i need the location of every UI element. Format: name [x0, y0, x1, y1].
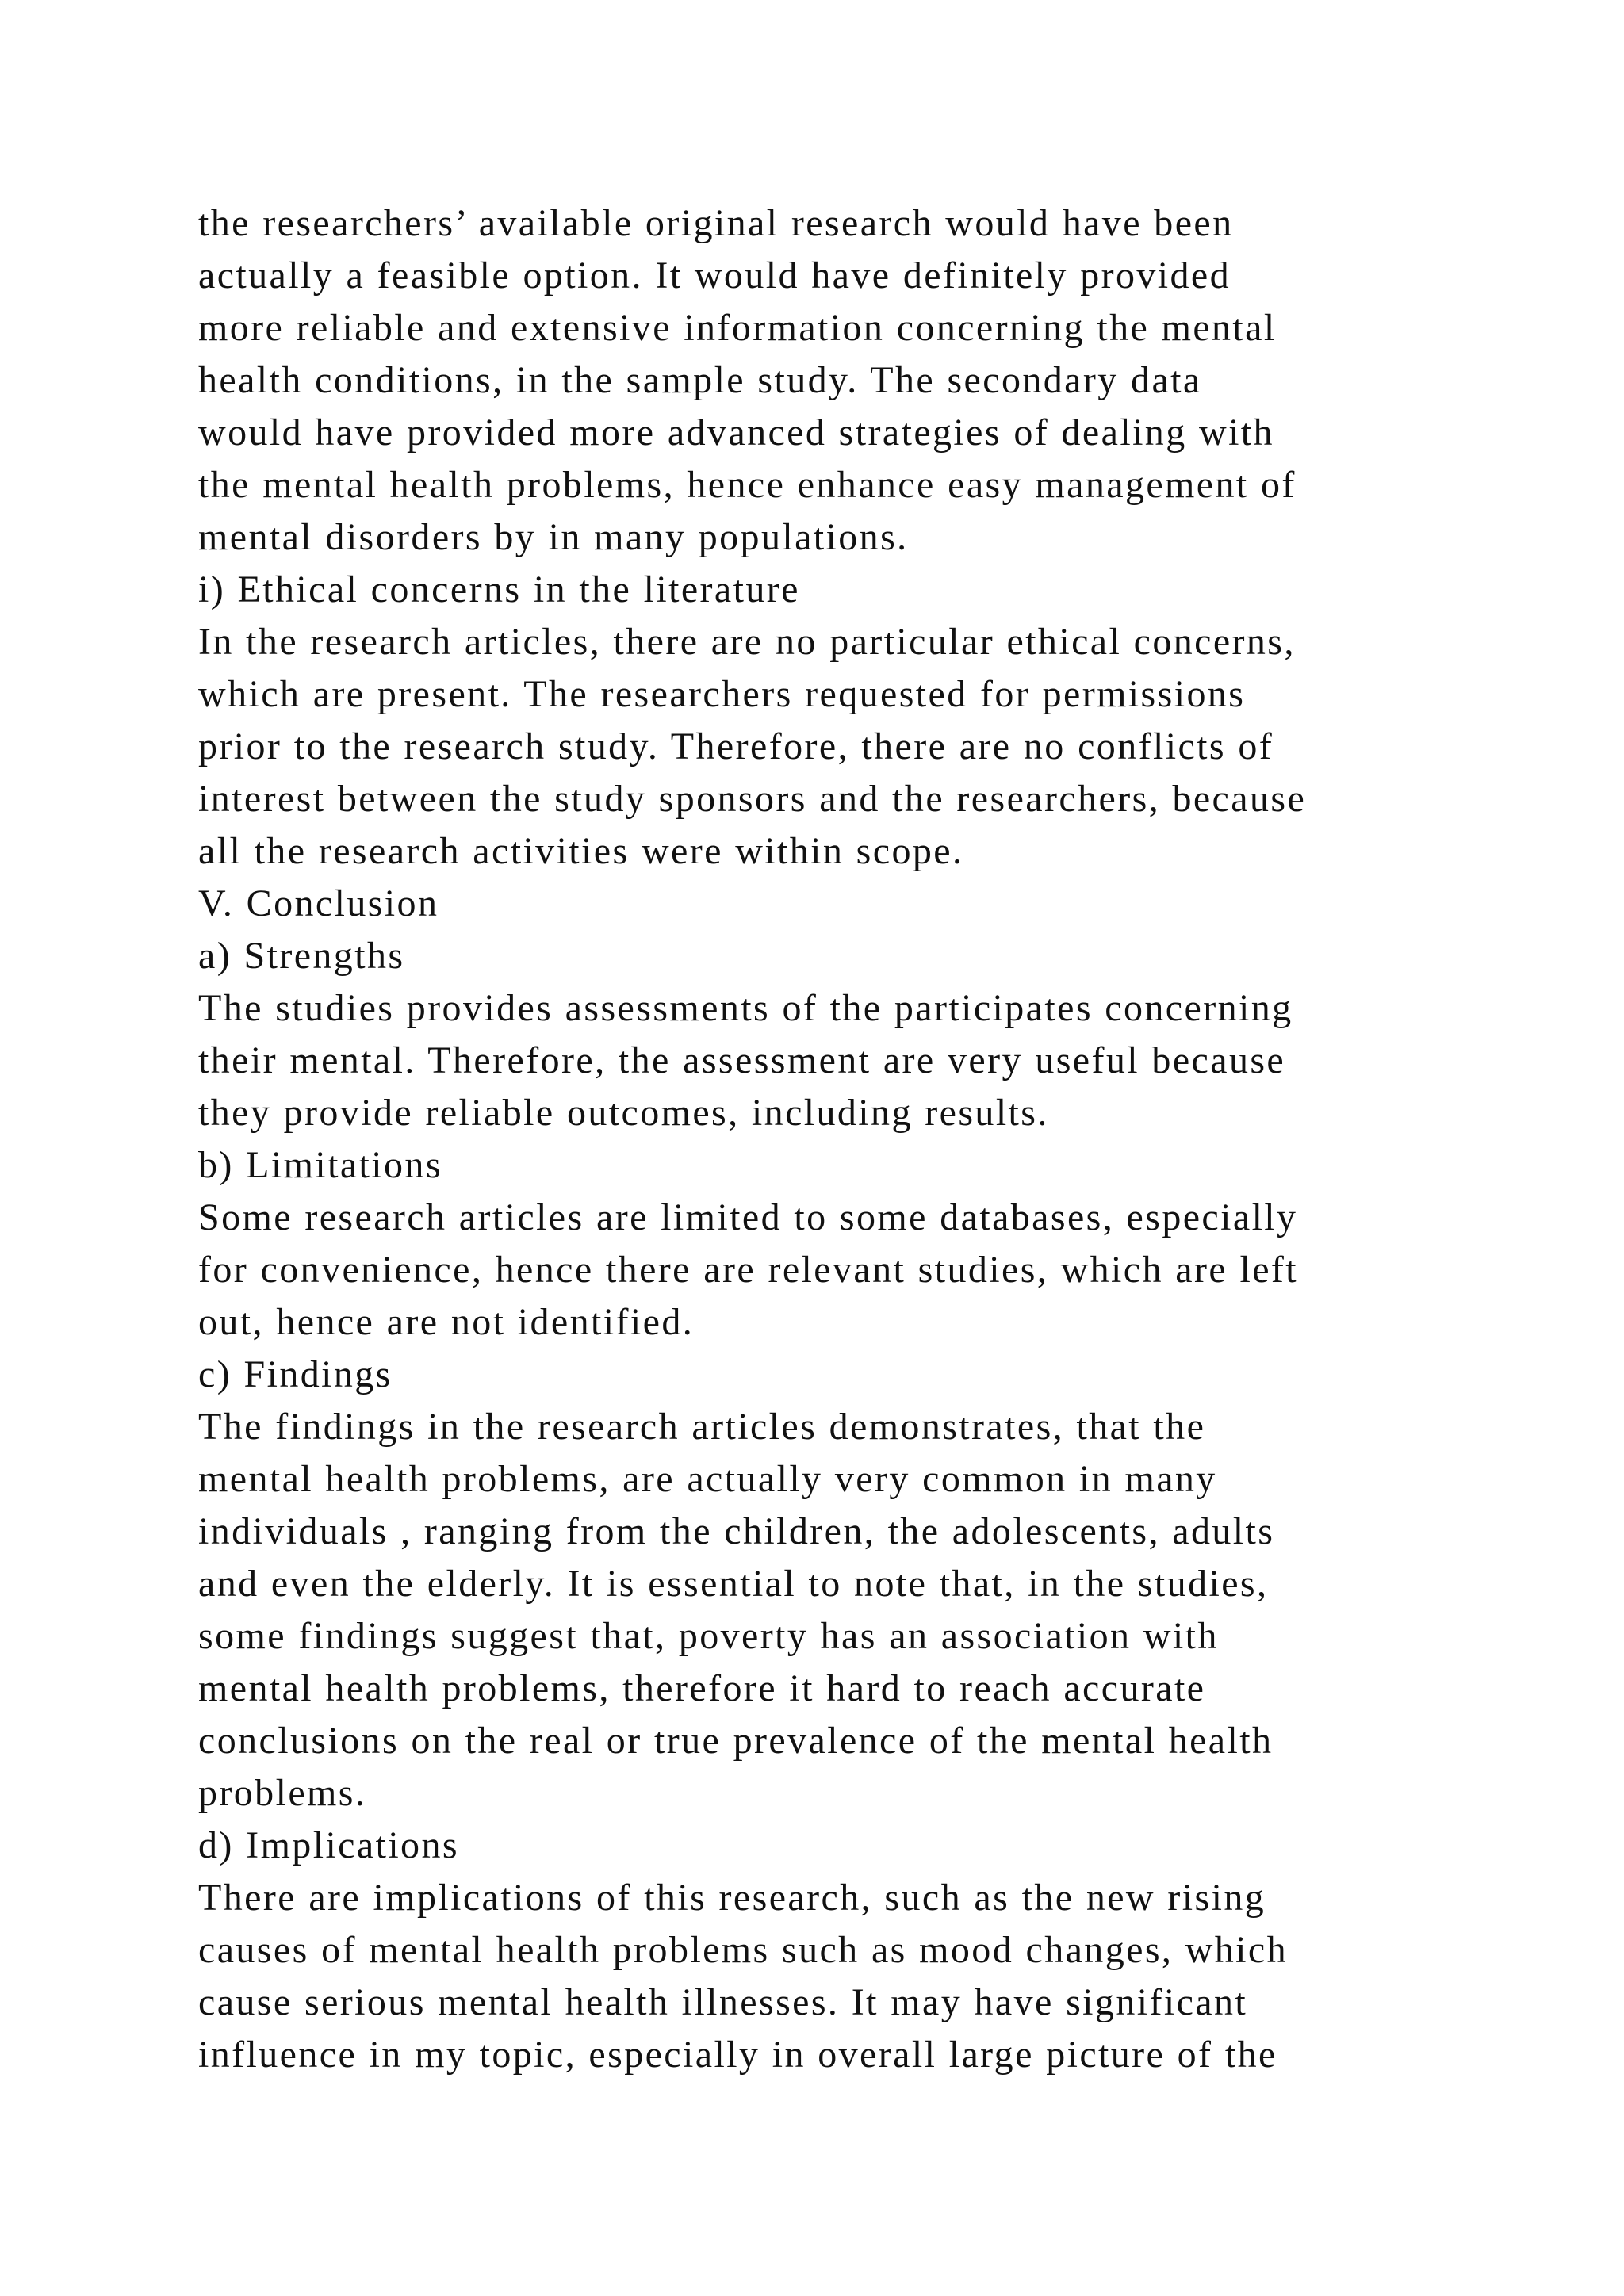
- subsection-heading: d) Implications: [198, 1824, 459, 1866]
- text-line: influence in my topic, especially in overall large picture of the: [198, 2034, 1277, 2076]
- text-line: problems.: [198, 1772, 367, 1814]
- text-line: prior to the research study. Therefore, there are no conflicts of: [198, 725, 1274, 767]
- text-line: actually a feasible option. It would have definitely provided: [198, 254, 1231, 297]
- text-line: The studies provides assessments of the participates concerning: [198, 987, 1293, 1029]
- text-line: conclusions on the real or true prevalence of the mental health: [198, 1720, 1274, 1762]
- text-line: mental health problems, are actually very common in many: [198, 1458, 1217, 1500]
- text-line: interest between the study sponsors and the researchers, because: [198, 778, 1307, 820]
- subsection-heading: b) Limitations: [198, 1144, 442, 1186]
- text-line: out, hence are not identified.: [198, 1301, 695, 1343]
- section-heading: i) Ethical concerns in the literature: [198, 568, 800, 610]
- text-line: In the research articles, there are no particular ethical concerns,: [198, 621, 1296, 663]
- section-heading: V. Conclusion: [198, 882, 439, 924]
- text-line: which are present. The researchers requested for permissions: [198, 673, 1246, 715]
- text-line: more reliable and extensive information concerning the mental: [198, 307, 1277, 349]
- text-line: causes of mental health problems such as mood changes, which: [198, 1929, 1288, 1971]
- text-line: Some research articles are limited to some databases, especially: [198, 1196, 1298, 1238]
- text-line: There are implications of this research, such as the new rising: [198, 1877, 1266, 1919]
- text-line: would have provided more advanced strategies of dealing with: [198, 411, 1274, 453]
- text-line: health conditions, in the sample study. The secondary data: [198, 359, 1202, 401]
- text-line: the mental health problems, hence enhance easy management of: [198, 464, 1297, 506]
- text-line: cause serious mental health illnesses. It may have significant: [198, 1981, 1248, 2023]
- text-line: The findings in the research articles demonstrates, that the: [198, 1406, 1206, 1448]
- subsection-heading: c) Findings: [198, 1353, 393, 1395]
- text-line: some findings suggest that, poverty has an association with: [198, 1615, 1219, 1657]
- text-line: their mental. Therefore, the assessment are very useful because: [198, 1039, 1286, 1081]
- text-line: all the research activities were within scope.: [198, 830, 964, 872]
- text-line: mental disorders by in many populations.: [198, 516, 909, 558]
- document-body: [198, 197, 1483, 2081]
- text-line: the researchers’ available original research would have been: [198, 202, 1234, 244]
- text-line: mental health problems, therefore it hard to reach accurate: [198, 1667, 1206, 1709]
- text-line: and even the elderly. It is essential to note that, in the studies,: [198, 1563, 1269, 1605]
- text-line: individuals , ranging from the children, the adolescents, adults: [198, 1510, 1275, 1552]
- text-line: for convenience, hence there are relevant studies, which are left: [198, 1249, 1299, 1291]
- text-line: they provide reliable outcomes, including results.: [198, 1092, 1049, 1134]
- subsection-heading: a) Strengths: [198, 935, 405, 977]
